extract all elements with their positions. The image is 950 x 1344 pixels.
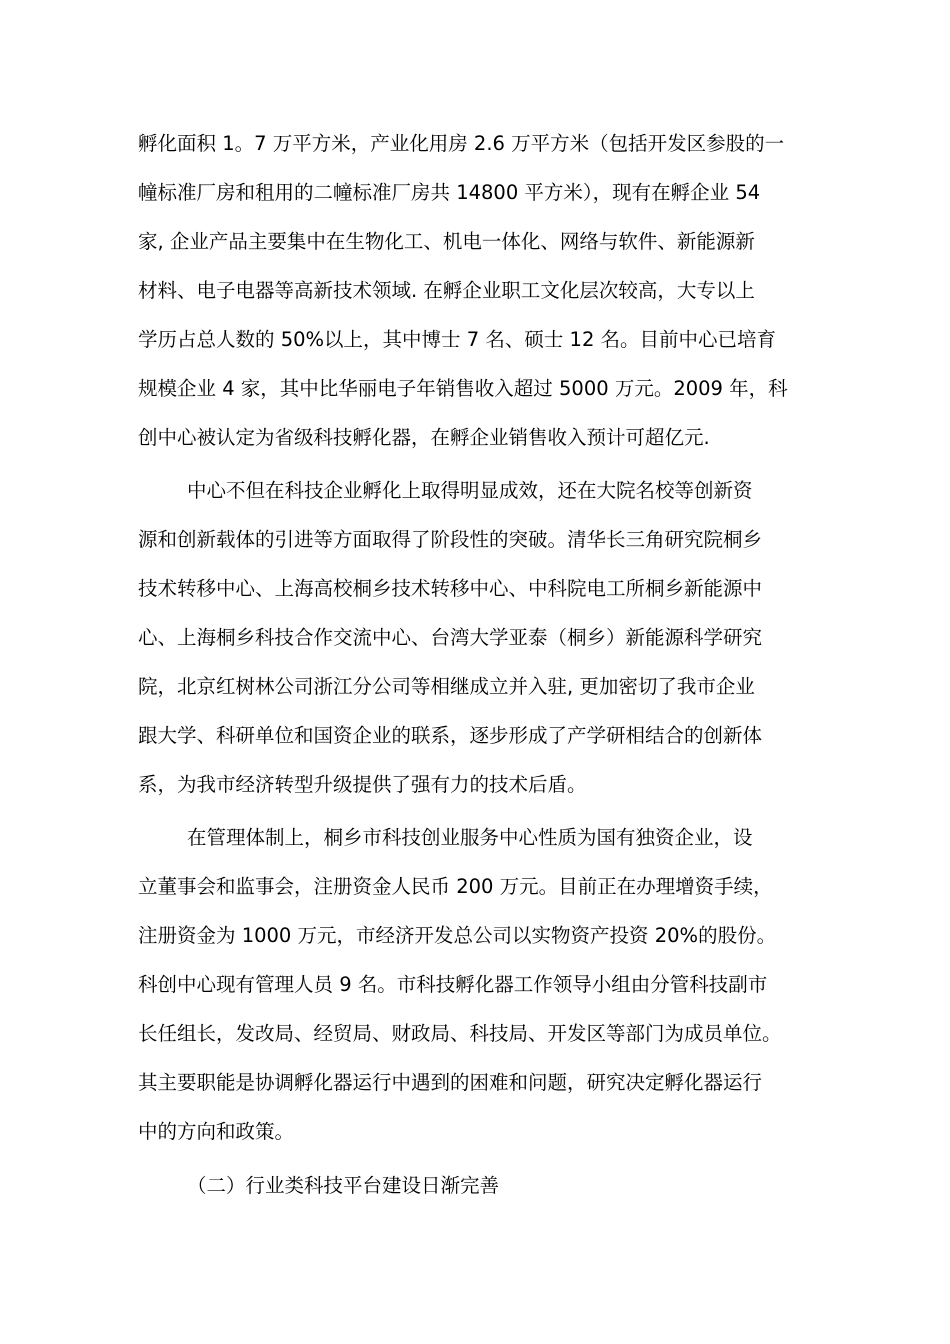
text-line: 学历占总人数的 50%以上，其中博士 7 名、硕士 12 名。目前中心已培育 [138, 328, 777, 351]
text-line: 长任组长，发改局、经贸局、财政局、科技局、开发区等部门为成员单位。 [138, 1022, 782, 1045]
text-line: 院，北京红树林公司浙江分公司等相继成立并入驻, 更加密切了我市企业 [138, 675, 755, 698]
text-line: 立董事会和监事会，注册资金人民币 200 万元。目前正在办理增资手续， [138, 875, 773, 898]
text-line: 在管理体制上，桐乡市科技创业服务中心性质为国有独资企业，设 [187, 826, 753, 849]
text-line: 其主要职能是协调孵化器运行中遇到的困难和问题，研究决定孵化器运行 [138, 1071, 763, 1094]
text-line: 创中心被认定为省级科技孵化器，在孵企业销售收入预计可超亿元. [138, 426, 710, 449]
text-line: 源和创新载体的引进等方面取得了阶段性的突破。清华长三角研究院桐乡 [138, 528, 763, 551]
text-line: 系，为我市经济转型升级提供了强有力的技术后盾。 [138, 773, 587, 796]
text-line: 中的方向和政策。 [138, 1120, 295, 1143]
text-line: 材料、电子电器等高新技术领域. 在孵企业职工文化层次较高，大专以上 [138, 279, 755, 302]
text-line: 注册资金为 1000 万元，市经济开发总公司以实物资产投资 20%的股份。 [138, 924, 777, 947]
text-line: 孵化面积 1。7 万平方米，产业化用房 2.6 万平方米（包括开发区参股的一 [138, 132, 785, 155]
text-line: 中心不但在科技企业孵化上取得明显成效，还在大院名校等创新资 [187, 479, 753, 502]
text-line: 心、上海桐乡科技合作交流中心、台湾大学亚泰（桐乡）新能源科学研究 [138, 626, 763, 649]
text-line: 科创中心现有管理人员 9 名。市科技孵化器工作领导小组由分管科技副市 [138, 973, 768, 996]
text-line: 规模企业 4 家，其中比华丽电子年销售收入超过 5000 万元。2009 年，科 [138, 377, 788, 400]
text-line: 技术转移中心、上海高校桐乡技术转移中心、中科院电工所桐乡新能源中 [138, 577, 763, 600]
text-line: 幢标准厂房和租用的二幢标准厂房共 14800 平方米），现有在孵企业 54 [138, 181, 761, 204]
text-line: 跟大学、科研单位和国资企业的联系，逐步形成了产学研相结合的创新体 [138, 724, 763, 747]
text-line: 家, 企业产品主要集中在生物化工、机电一体化、网络与软件、新能源新 [138, 230, 755, 253]
section-heading: （二）行业类科技平台建设日渐完善 [187, 1174, 500, 1197]
